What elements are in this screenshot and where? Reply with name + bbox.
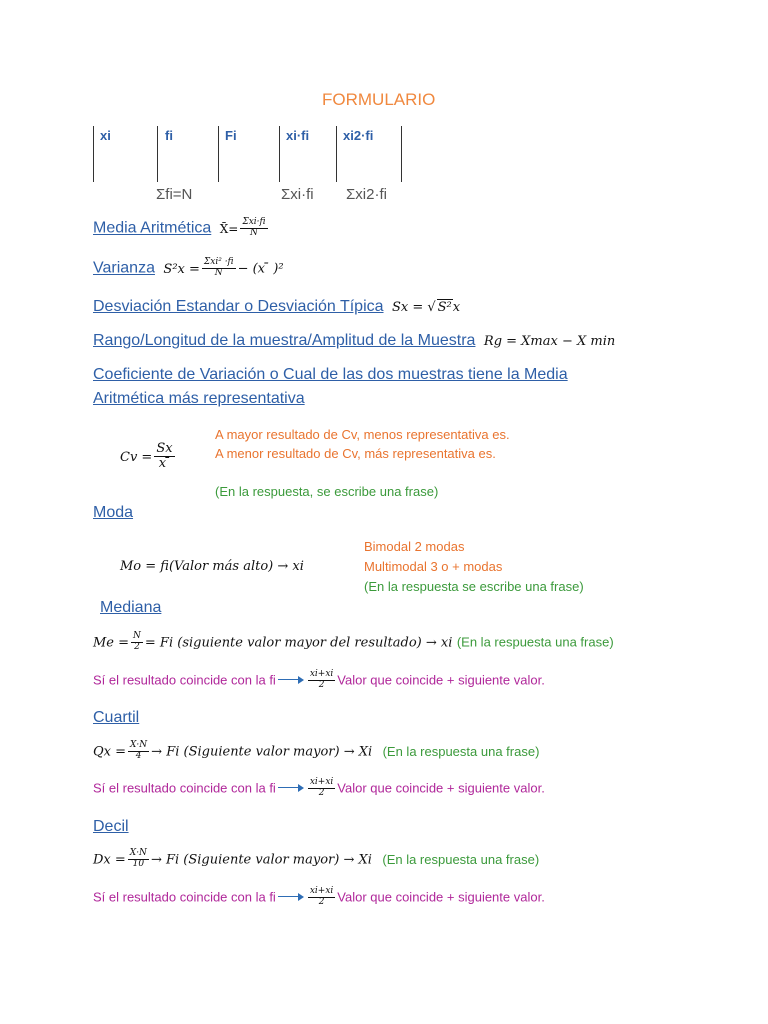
desviacion-rhs: x (452, 300, 461, 315)
rango-section (93, 332, 615, 350)
decil-formula: Dx = $\frac{X\cdot N}{10}$ → Fi (Siguiente valor mayor) → Xi (En la respuesta una frase) (93, 848, 540, 869)
column-sum: Σxi·fi (281, 186, 314, 203)
moda-note-bimodal: Bimodal 2 modas (364, 539, 465, 554)
cv-note-menor: A menor resultado de Cv, más representativa es. (215, 446, 496, 461)
cv-note-mayor: A mayor resultado de Cv, menos representativa es. (215, 427, 510, 442)
column-header: xi·fi (286, 128, 310, 143)
desviacion-heading: Desviación Estandar o Desviación Típica (93, 298, 384, 315)
table-divider (157, 126, 158, 182)
table-divider (218, 126, 219, 182)
mediana-formula: Me = $\frac{N}{2}$ = Fi (siguiente valor mayor del resultado) → xi (En la respuesta una frase) (93, 631, 614, 652)
moda-heading: Moda (93, 504, 134, 521)
media-heading: Media Aritmética (93, 219, 212, 237)
media-fraction: $\frac{\text{Σxi·fi}}{N}$ (242, 217, 266, 238)
mediana-note: (En la respuesta una frase) (456, 634, 614, 650)
page-title: FORMULARIO (322, 90, 436, 109)
varianza-fraction: $\frac{\text{Σxi² ·fi}}{N}$ (203, 257, 234, 278)
varianza-rhs: − (x ̄ )² (237, 261, 284, 277)
cv-note-frase: (En la respuesta, se escribe una frase) (215, 484, 439, 499)
column-header: xi2·fi (343, 128, 374, 143)
desviacion-section (93, 298, 460, 316)
arrow-icon (278, 675, 304, 685)
varianza-lhs: S²x = (163, 261, 200, 277)
decil-rule: Sí el resultado coincide con la fi $\frac{xi+xi}{2}$ Valor que coincide + siguiente valor. (93, 886, 545, 907)
moda-note-frase: (En la respuesta se escribe una frase) (364, 579, 584, 594)
column-header: Fi (225, 128, 237, 143)
coeficiente-formula (120, 442, 177, 472)
rango-formula: Rg = Xmax − X min (483, 334, 616, 349)
mediana-rule: Sí el resultado coincide con la fi $\frac{xi+xi}{2}$ Valor que coincide + siguiente valor. (93, 669, 545, 690)
table-divider (401, 126, 402, 182)
cv-lhs: Cv = (120, 450, 153, 466)
cuartil-formula: Qx = $\frac{X\cdot N}{4}$ → Fi (Siguiente valor mayor) → Xi (En la respuesta una frase) (93, 740, 540, 761)
media-section (93, 218, 270, 239)
decil-note: (En la respuesta una frase) (382, 851, 540, 867)
column-sum: Σfi=N (156, 186, 193, 203)
column-header: fi (165, 128, 173, 143)
mediana-heading: Mediana (100, 599, 162, 616)
decil-heading: Decil (93, 818, 129, 835)
table-divider (279, 126, 280, 182)
coeficiente-heading-line2: Aritmética más representativa (93, 390, 305, 407)
rango-heading: Rango/Longitud de la muestra/Amplitud de la Muestra (93, 332, 476, 349)
cv-fraction: $\frac{Sx}{x ̄}$ (156, 441, 173, 472)
cuartil-note: (En la respuesta una frase) (382, 743, 540, 759)
moda-formula: Mo = fi(Valor más alto) → xi (120, 559, 304, 574)
column-sum: Σxi2·fi (346, 186, 387, 203)
desviacion-radicand: S² (437, 300, 452, 315)
arrow-icon (278, 892, 304, 902)
arrow-icon (278, 783, 304, 793)
varianza-section (93, 258, 284, 279)
cuartil-heading: Cuartil (93, 709, 140, 726)
moda-note-multimodal: Multimodal 3 o + modas (364, 559, 503, 574)
media-lhs: X̄= (219, 221, 239, 236)
column-header: xi (100, 128, 111, 143)
coeficiente-heading-line1: Coeficiente de Variación o Cual de las dos muestras tiene la Media (93, 366, 568, 383)
varianza-heading: Varianza (93, 259, 155, 277)
desviacion-lhs: Sx = √ (391, 300, 436, 315)
table-divider (93, 126, 94, 182)
cuartil-rule: Sí el resultado coincide con la fi $\frac{xi+xi}{2}$ Valor que coincide + siguiente valor. (93, 777, 545, 798)
table-divider (336, 126, 337, 182)
